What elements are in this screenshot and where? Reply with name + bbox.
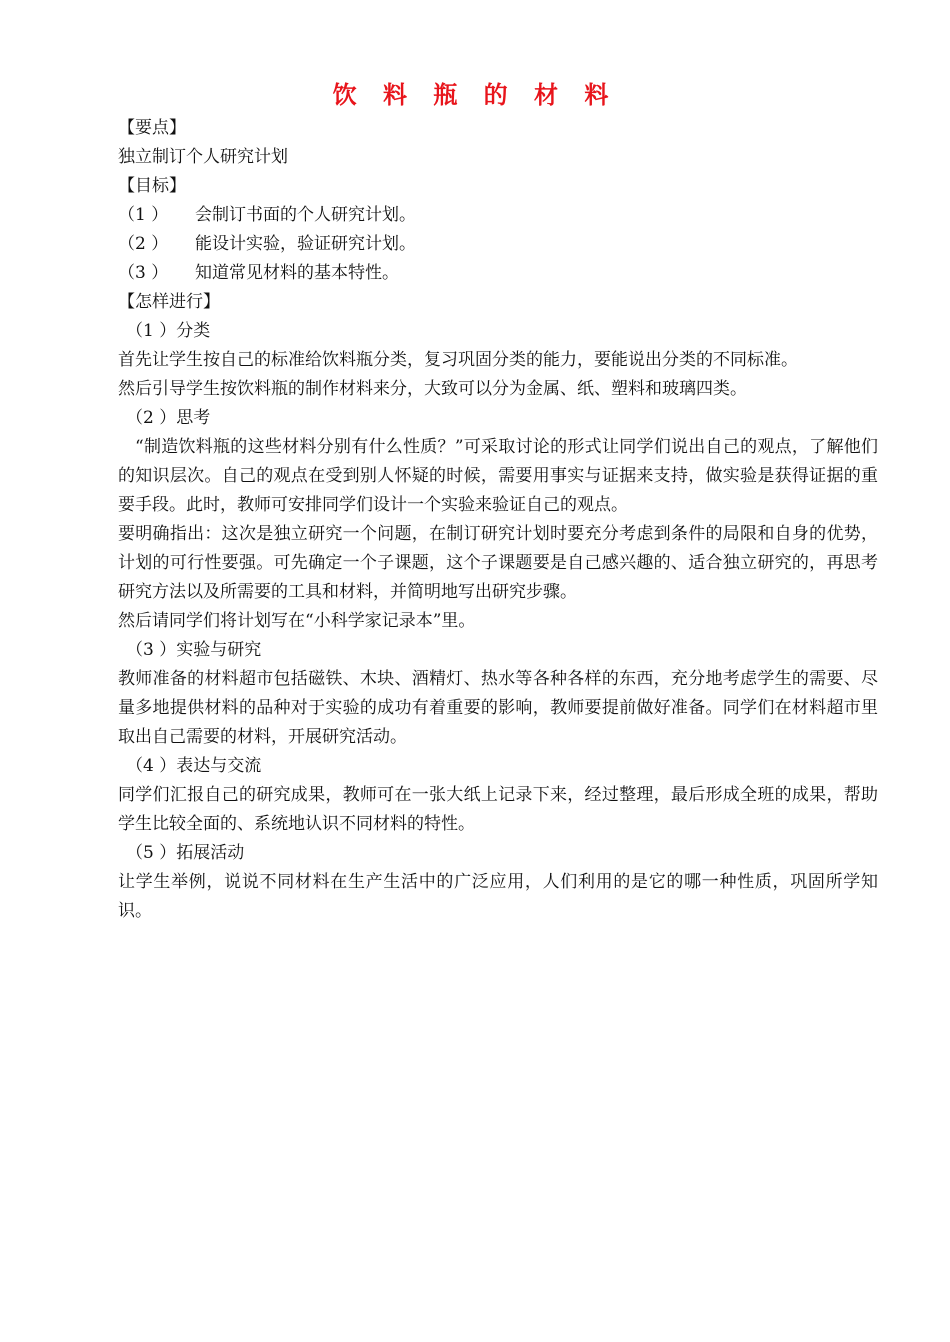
section-heading-experiment: （3 ）实验与研究 [126, 640, 262, 660]
section-heading-express: （4 ）表达与交流 [126, 756, 262, 776]
paragraph: 要明确指出：这次是独立研究一个问题，在制订研究计划时要充分考虑到条件的局限和自身的优势，计划的可行性要强。可先确定一个子课题，这个子课题要是自己感兴趣的、适合独立研究的，再思考研究方法以及所需要的工具和材料，并简明地写出研究步骤。 [118, 524, 878, 602]
paragraph: 然后请同学们将计划写在“小科学家记录本”里。 [118, 611, 476, 631]
section-heading-extend: （5 ）拓展活动 [126, 843, 245, 863]
paragraph: 教师准备的材料超市包括磁铁、木块、酒精灯、热水等各种各样的东西，充分地考虑学生的需要、尽量多地提供材料的品种对于实验的成功有着重要的影响，教师要提前做好准备。同学们在材料超市里取出自己需要的材料，开展研究活动。 [118, 669, 878, 747]
paragraph: “制造饮料瓶的这些材料分别有什么性质？”可采取讨论的形式让同学们说出自己的观点，了解他们的知识层次。自己的观点在受到别人怀疑的时候，需要用事实与证据来支持，做实验是获得证据的重要手段。此时，教师可安排同学们设计一个实验来验证自己的观点。 [118, 437, 878, 515]
goal-item [118, 259, 878, 288]
goal-number: （1 ） [118, 205, 169, 225]
paragraph: 让学生举例，说说不同材料在生产生活中的广泛应用，人们利用的是它的哪一种性质，巩固所学知识。 [118, 872, 878, 921]
paragraph: 然后引导学生按饮料瓶的制作材料来分，大致可以分为金属、纸、塑料和玻璃四类。 [118, 379, 747, 399]
section-heading-classify: （1 ）分类 [126, 321, 211, 341]
goal-number: （3 ） [118, 263, 169, 283]
goals-heading: 【目标】 [118, 176, 186, 196]
goal-text: 能设计实验，验证研究计划。 [195, 234, 416, 254]
goal-number: （2 ） [118, 234, 169, 254]
key-points-text: 独立制订个人研究计划 [118, 147, 288, 167]
goal-item [118, 201, 878, 230]
goal-text: 会制订书面的个人研究计划。 [195, 205, 416, 225]
goal-item [118, 230, 878, 259]
page-title: 饮 料 瓶 的 材 料 [332, 80, 618, 109]
process-heading: 【怎样进行】 [118, 292, 220, 312]
section-heading-think: （2 ）思考 [126, 408, 211, 428]
goal-text: 知道常见材料的基本特性。 [195, 263, 399, 283]
paragraph: 同学们汇报自己的研究成果，教师可在一张大纸上记录下来，经过整理，最后形成全班的成果，帮助学生比较全面的、系统地认识不同材料的特性。 [118, 785, 878, 834]
document-body [118, 114, 878, 926]
paragraph: 首先让学生按自己的标准给饮料瓶分类，复习巩固分类的能力，要能说出分类的不同标准。 [118, 350, 798, 370]
key-points-heading: 【要点】 [118, 118, 186, 138]
